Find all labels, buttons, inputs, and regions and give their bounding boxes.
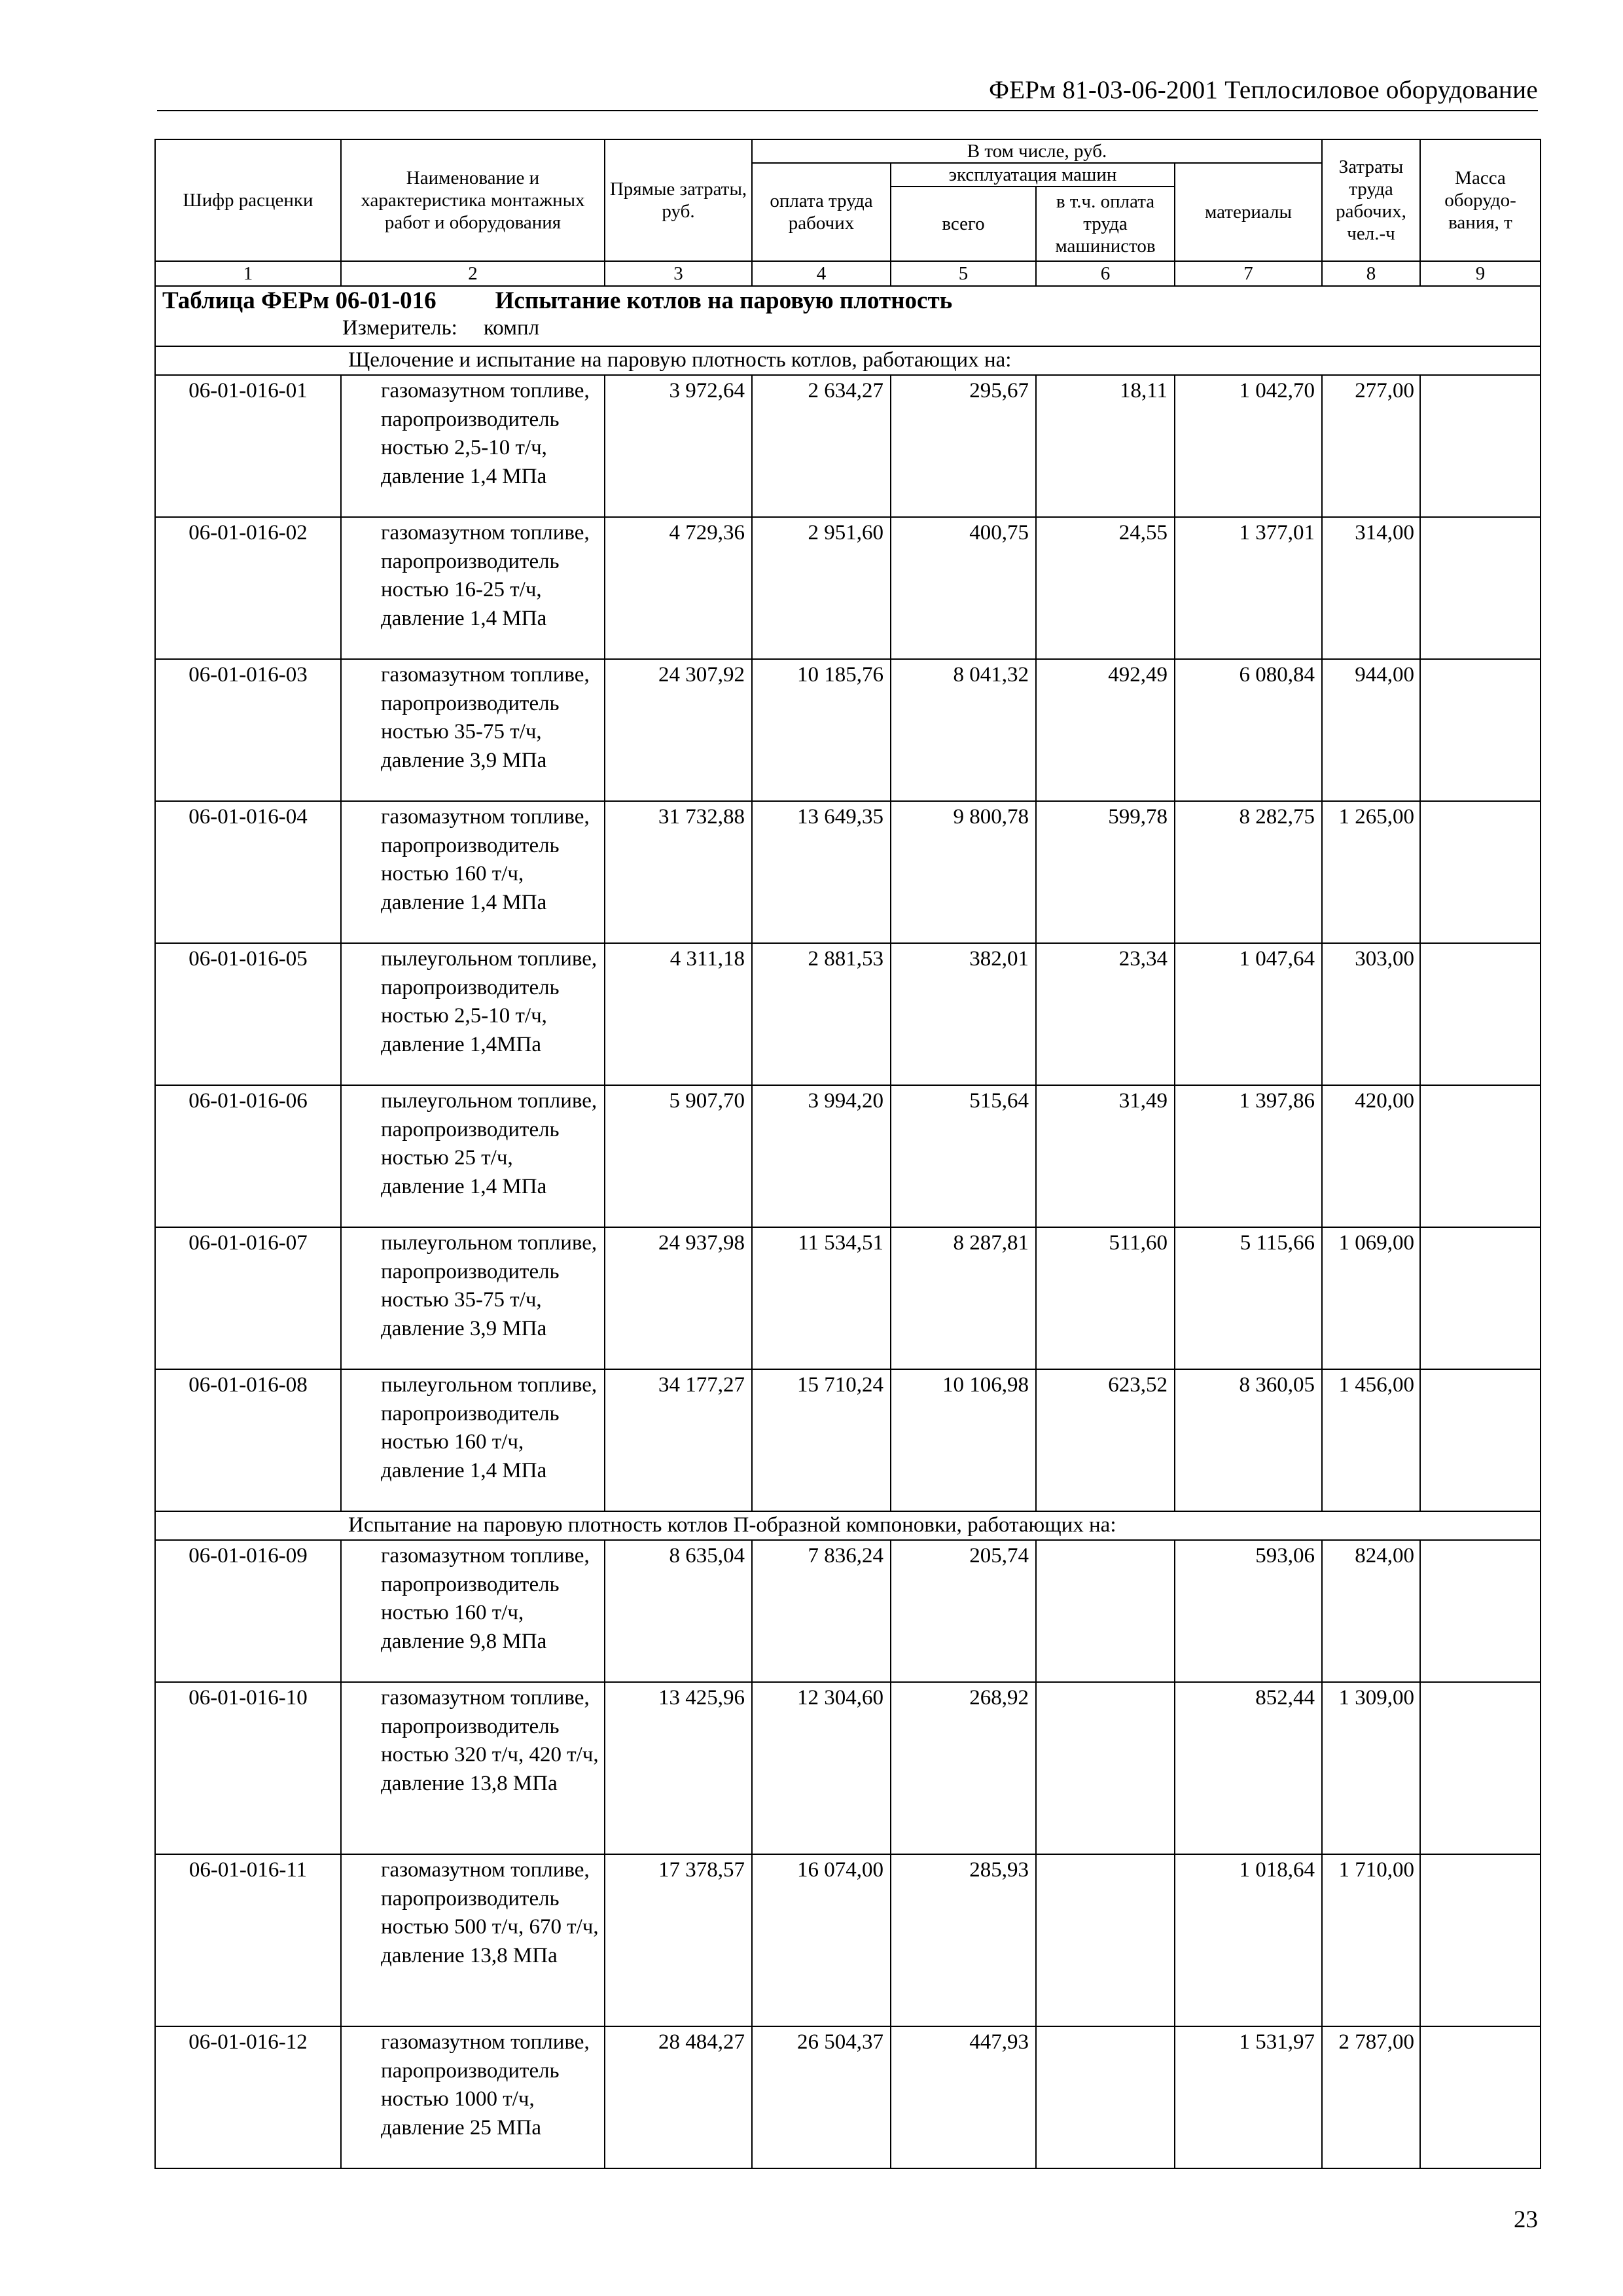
equipment-mass (1420, 801, 1541, 943)
col-header-machines-total: всего (891, 187, 1036, 261)
column-number: 4 (752, 261, 891, 286)
running-header (157, 71, 1538, 111)
materials-cost: 852,44 (1175, 1682, 1322, 1854)
col-header-machines: эксплуатация машин (891, 163, 1175, 187)
table-row (155, 517, 1541, 659)
column-number: 2 (341, 261, 605, 286)
col-header-materials: материалы (1175, 163, 1322, 261)
machines-total: 205,74 (891, 1540, 1036, 1682)
table-row (155, 1085, 1541, 1227)
section-title: Щелочение и испытание на паровую плотность котлов, работающих на: (155, 346, 1541, 375)
labor-pay: 10 185,76 (752, 659, 891, 801)
machines-total: 447,93 (891, 2026, 1036, 2168)
work-name: газомазутном топливе, паропроизводитель ностью 2,5-10 т/ч, давление 1,4 МПа (341, 375, 605, 517)
direct-cost: 4 311,18 (605, 943, 752, 1085)
table-row (155, 801, 1541, 943)
labor-hours: 1 265,00 (1322, 801, 1420, 943)
col-header-direct: Прямые затраты, руб. (605, 139, 752, 261)
work-name: газомазутном топливе, паропроизводитель ностью 35-75 т/ч, давление 3,9 МПа (341, 659, 605, 801)
labor-pay: 13 649,35 (752, 801, 891, 943)
measure-value: компл (483, 316, 540, 340)
column-number: 1 (155, 261, 341, 286)
machines-total: 8 041,32 (891, 659, 1036, 801)
section-title: Испытание на паровую плотность котлов П-образной компоновки, работающих на: (155, 1511, 1541, 1540)
machinists-pay (1036, 1682, 1175, 1854)
labor-hours: 2 787,00 (1322, 2026, 1420, 2168)
labor-pay: 26 504,37 (752, 2026, 891, 2168)
col-header-hours: Затраты труда рабочих, чел.-ч (1322, 139, 1420, 261)
equipment-mass (1420, 1227, 1541, 1369)
labor-pay: 15 710,24 (752, 1369, 891, 1511)
column-number: 8 (1322, 261, 1420, 286)
rate-code: 06-01-016-10 (155, 1682, 341, 1854)
measure-label: Измеритель: (342, 316, 457, 340)
column-number: 9 (1420, 261, 1541, 286)
direct-cost: 34 177,27 (605, 1369, 752, 1511)
materials-cost: 8 282,75 (1175, 801, 1322, 943)
direct-cost: 5 907,70 (605, 1085, 752, 1227)
labor-hours: 824,00 (1322, 1540, 1420, 1682)
labor-pay: 2 951,60 (752, 517, 891, 659)
labor-pay: 2 881,53 (752, 943, 891, 1085)
table-row (155, 375, 1541, 517)
labor-pay: 3 994,20 (752, 1085, 891, 1227)
work-name: газомазутном топливе, паропроизводитель ностью 320 т/ч, 420 т/ч, давление 13,8 МПа (341, 1682, 605, 1854)
machines-total: 9 800,78 (891, 801, 1036, 943)
labor-hours: 277,00 (1322, 375, 1420, 517)
machines-total: 382,01 (891, 943, 1036, 1085)
work-name: пылеугольном топливе, паропроизводитель ностью 2,5-10 т/ч, давление 1,4МПа (341, 943, 605, 1085)
equipment-mass (1420, 1369, 1541, 1511)
materials-cost: 1 018,64 (1175, 1854, 1322, 2026)
direct-cost: 24 937,98 (605, 1227, 752, 1369)
equipment-mass (1420, 1682, 1541, 1854)
table-row (155, 2026, 1541, 2168)
work-name: газомазутном топливе, паропроизводитель ностью 500 т/ч, 670 т/ч, давление 13,8 МПа (341, 1854, 605, 2026)
rate-code: 06-01-016-04 (155, 801, 341, 943)
machines-total: 295,67 (891, 375, 1036, 517)
rate-code: 06-01-016-01 (155, 375, 341, 517)
labor-hours: 420,00 (1322, 1085, 1420, 1227)
work-name: газомазутном топливе, паропроизводитель ностью 160 т/ч, давление 1,4 МПа (341, 801, 605, 943)
direct-cost: 3 972,64 (605, 375, 752, 517)
rate-code: 06-01-016-06 (155, 1085, 341, 1227)
table-title-code: Таблица ФЕРм 06-01-016 (162, 287, 437, 314)
rate-code: 06-01-016-12 (155, 2026, 341, 2168)
machinists-pay (1036, 2026, 1175, 2168)
materials-cost: 8 360,05 (1175, 1369, 1322, 1511)
col-header-machinists: в т.ч. оплата труда машинистов (1036, 187, 1175, 261)
machinists-pay: 623,52 (1036, 1369, 1175, 1511)
column-number: 3 (605, 261, 752, 286)
col-header-name: Наименование и характеристика монтажных работ и оборудования (341, 139, 605, 261)
labor-pay: 2 634,27 (752, 375, 891, 517)
direct-cost: 17 378,57 (605, 1854, 752, 2026)
machines-total: 400,75 (891, 517, 1036, 659)
table-row (155, 1682, 1541, 1854)
equipment-mass (1420, 1085, 1541, 1227)
machinists-pay: 18,11 (1036, 375, 1175, 517)
table-row (155, 659, 1541, 801)
materials-cost: 1 397,86 (1175, 1085, 1322, 1227)
materials-cost: 5 115,66 (1175, 1227, 1322, 1369)
table-title-name: Испытание котлов на паровую плотность (495, 287, 953, 314)
page-number: 23 (1514, 2206, 1538, 2233)
table-row (155, 1227, 1541, 1369)
col-header-mass: Масса оборудо-вания, т (1420, 139, 1541, 261)
labor-hours: 314,00 (1322, 517, 1420, 659)
rate-code: 06-01-016-09 (155, 1540, 341, 1682)
labor-pay: 16 074,00 (752, 1854, 891, 2026)
labor-hours: 944,00 (1322, 659, 1420, 801)
direct-cost: 28 484,27 (605, 2026, 752, 2168)
equipment-mass (1420, 375, 1541, 517)
rate-code: 06-01-016-05 (155, 943, 341, 1085)
work-name: газомазутном топливе, паропроизводитель ностью 160 т/ч, давление 9,8 МПа (341, 1540, 605, 1682)
labor-pay: 11 534,51 (752, 1227, 891, 1369)
labor-hours: 1 456,00 (1322, 1369, 1420, 1511)
machines-total: 268,92 (891, 1682, 1036, 1854)
equipment-mass (1420, 2026, 1541, 2168)
direct-cost: 31 732,88 (605, 801, 752, 943)
machines-total: 8 287,81 (891, 1227, 1036, 1369)
table-row (155, 1854, 1541, 2026)
labor-hours: 1 309,00 (1322, 1682, 1420, 1854)
materials-cost: 593,06 (1175, 1540, 1322, 1682)
machines-total: 285,93 (891, 1854, 1036, 2026)
col-header-labor-pay: оплата труда рабочих (752, 163, 891, 261)
labor-hours: 1 069,00 (1322, 1227, 1420, 1369)
equipment-mass (1420, 659, 1541, 801)
rates-table (154, 139, 1541, 2169)
direct-cost: 24 307,92 (605, 659, 752, 801)
table-row (155, 943, 1541, 1085)
rate-code: 06-01-016-03 (155, 659, 341, 801)
col-header-incl: В том числе, руб. (752, 139, 1322, 163)
equipment-mass (1420, 1540, 1541, 1682)
machinists-pay (1036, 1540, 1175, 1682)
materials-cost: 1 042,70 (1175, 375, 1322, 517)
work-name: газомазутном топливе, паропроизводитель ностью 1000 т/ч, давление 25 МПа (341, 2026, 605, 2168)
column-number: 7 (1175, 261, 1322, 286)
direct-cost: 4 729,36 (605, 517, 752, 659)
rate-code: 06-01-016-08 (155, 1369, 341, 1511)
labor-hours: 303,00 (1322, 943, 1420, 1085)
machinists-pay: 23,34 (1036, 943, 1175, 1085)
labor-pay: 7 836,24 (752, 1540, 891, 1682)
table-row (155, 1540, 1541, 1682)
work-name: пылеугольном топливе, паропроизводитель ностью 35-75 т/ч, давление 3,9 МПа (341, 1227, 605, 1369)
materials-cost: 6 080,84 (1175, 659, 1322, 801)
column-number: 5 (891, 261, 1036, 286)
rate-code: 06-01-016-11 (155, 1854, 341, 2026)
equipment-mass (1420, 943, 1541, 1085)
labor-pay: 12 304,60 (752, 1682, 891, 1854)
direct-cost: 8 635,04 (605, 1540, 752, 1682)
labor-hours: 1 710,00 (1322, 1854, 1420, 2026)
table-row (155, 1369, 1541, 1511)
equipment-mass (1420, 517, 1541, 659)
equipment-mass (1420, 1854, 1541, 2026)
col-header-code: Шифр расценки (155, 139, 341, 261)
rate-code: 06-01-016-02 (155, 517, 341, 659)
work-name: пылеугольном топливе, паропроизводитель ностью 25 т/ч, давление 1,4 МПа (341, 1085, 605, 1227)
machinists-pay: 511,60 (1036, 1227, 1175, 1369)
materials-cost: 1 531,97 (1175, 2026, 1322, 2168)
machinists-pay: 599,78 (1036, 801, 1175, 943)
materials-cost: 1 377,01 (1175, 517, 1322, 659)
direct-cost: 13 425,96 (605, 1682, 752, 1854)
rate-code: 06-01-016-07 (155, 1227, 341, 1369)
machinists-pay: 24,55 (1036, 517, 1175, 659)
table-title-cell (155, 286, 1541, 346)
machines-total: 515,64 (891, 1085, 1036, 1227)
work-name: газомазутном топливе, паропроизводитель ностью 16-25 т/ч, давление 1,4 МПа (341, 517, 605, 659)
machines-total: 10 106,98 (891, 1369, 1036, 1511)
materials-cost: 1 047,64 (1175, 943, 1322, 1085)
machinists-pay: 492,49 (1036, 659, 1175, 801)
header-title: ФЕРм 81-03-06-2001 Теплосиловое оборудование (989, 76, 1538, 104)
column-number: 6 (1036, 261, 1175, 286)
machinists-pay: 31,49 (1036, 1085, 1175, 1227)
work-name: пылеугольном топливе, паропроизводитель ностью 160 т/ч, давление 1,4 МПа (341, 1369, 605, 1511)
machinists-pay (1036, 1854, 1175, 2026)
